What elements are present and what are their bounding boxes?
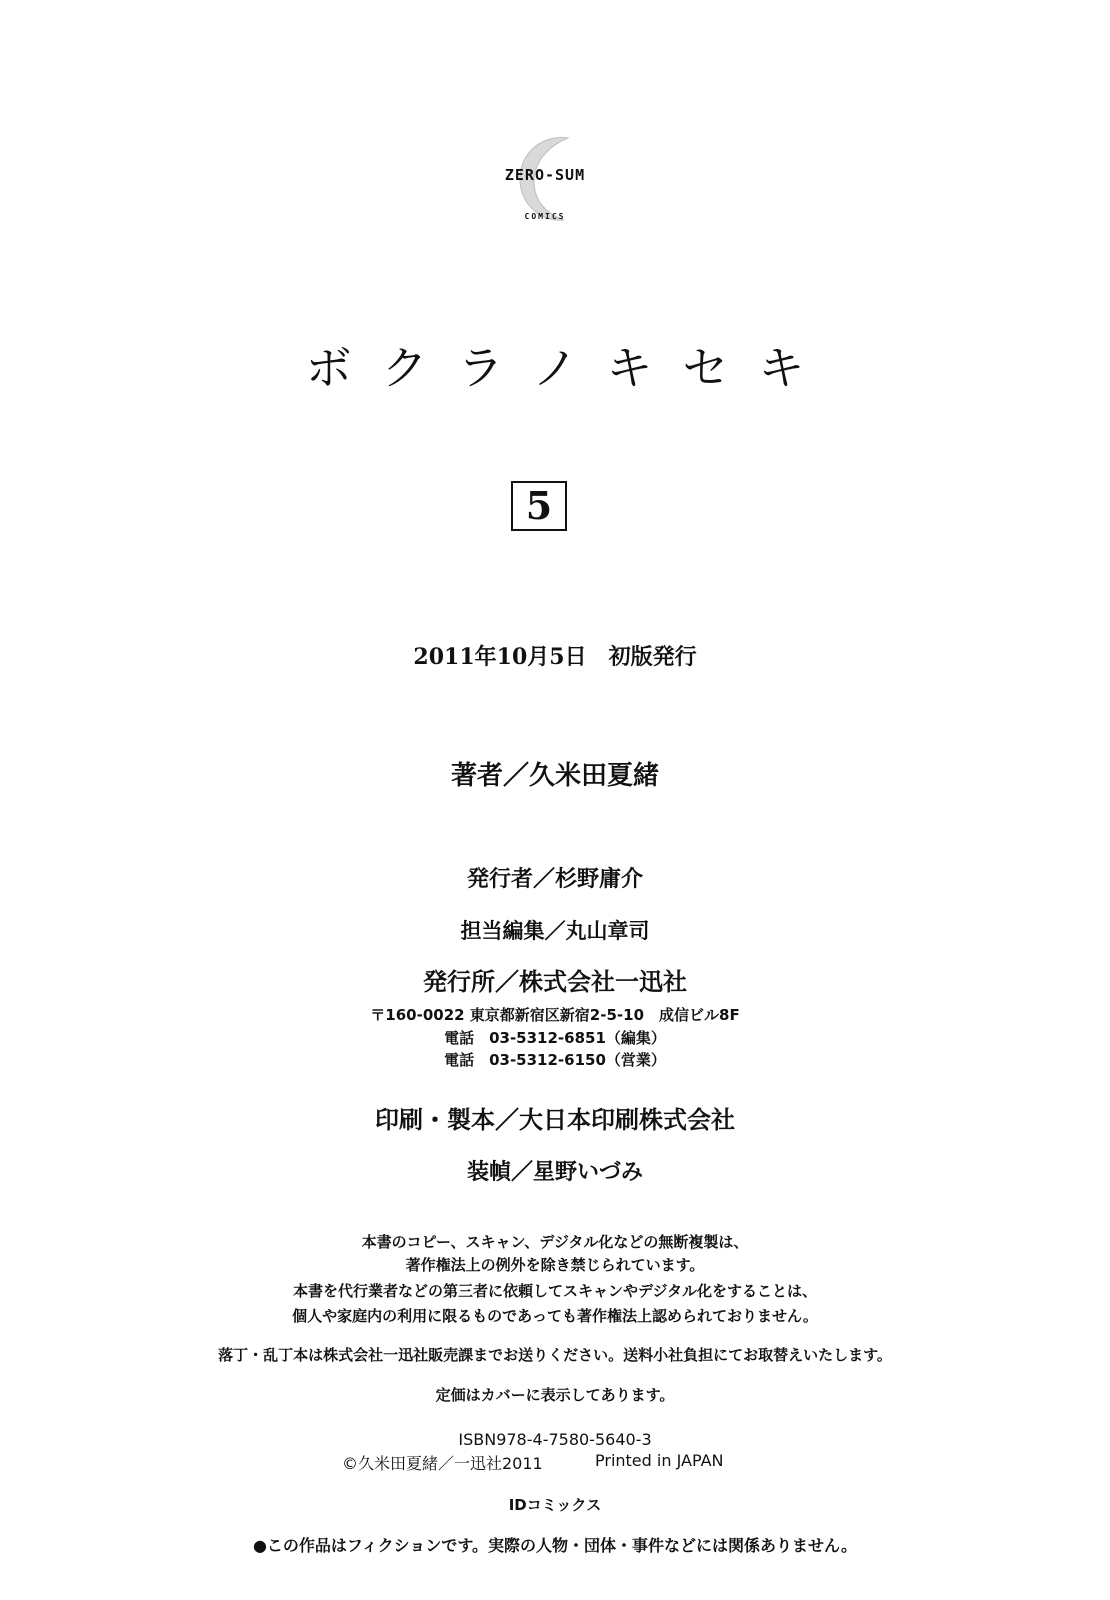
publisher-address: 〒160-0022 東京都新宿区新宿2-5-10 成信ビル8F xyxy=(370,1006,740,1024)
defect-notice: 落丁・乱丁本は株式会社一迅社販売課までお送りください。送料小社負担にてお取替えいたします。 xyxy=(218,1346,892,1364)
copyright-notice-line: 本書のコピー、スキャン、デジタル化などの無断複製は、 xyxy=(361,1233,749,1251)
publisher-credit: 発行者／杉野庸介 xyxy=(466,867,643,892)
imprint-label: IDコミックス xyxy=(508,1496,602,1514)
copyright-notice-line: 個人や家庭内の利用に限るものであっても著作権法上認められておりません。 xyxy=(292,1307,818,1325)
phone-sales: 電話 03-5312-6150（営業） xyxy=(444,1051,666,1069)
fiction-disclaimer: ●この作品はフィクションです。実際の人物・団体・事件などには関係ありません。 xyxy=(252,1536,858,1555)
phone-editorial: 電話 03-5312-6851（編集） xyxy=(444,1029,666,1047)
isbn: ISBN978-4-7580-5640-3 xyxy=(458,1430,652,1449)
copyright-notice-line: 著作権法上の例外を除き禁じられています。 xyxy=(405,1256,705,1274)
publishing-house-credit: 発行所／株式会社一迅社 xyxy=(423,968,687,996)
printed-in: Printed in JAPAN xyxy=(595,1451,724,1470)
copyright-holder: ©久米田夏緒／一迅社2011 xyxy=(342,1454,543,1473)
publication-date: 2011年10月5日 初版発行 xyxy=(413,644,697,670)
author-credit: 著者／久米田夏緒 xyxy=(450,761,659,791)
binding-credit: 装幀／星野いづみ xyxy=(466,1160,643,1185)
price-note: 定価はカバーに表示してあります。 xyxy=(435,1386,675,1404)
logo-sub: COMICS xyxy=(524,212,566,221)
logo-name: ZERO-SUM xyxy=(504,166,586,184)
zero-sum-comics-logo xyxy=(490,128,600,233)
volume-number: 5 xyxy=(511,481,567,531)
copyright-notice-line: 本書を代行業者などの第三者に依頼してスキャンやデジタル化をすることは、 xyxy=(292,1282,818,1300)
printer-credit: 印刷・製本／大日本印刷株式会社 xyxy=(375,1106,735,1134)
book-title: ボクラノキセキ xyxy=(305,341,835,395)
copyright-line xyxy=(342,1451,772,1473)
editor-credit: 担当編集／丸山章司 xyxy=(460,919,650,943)
